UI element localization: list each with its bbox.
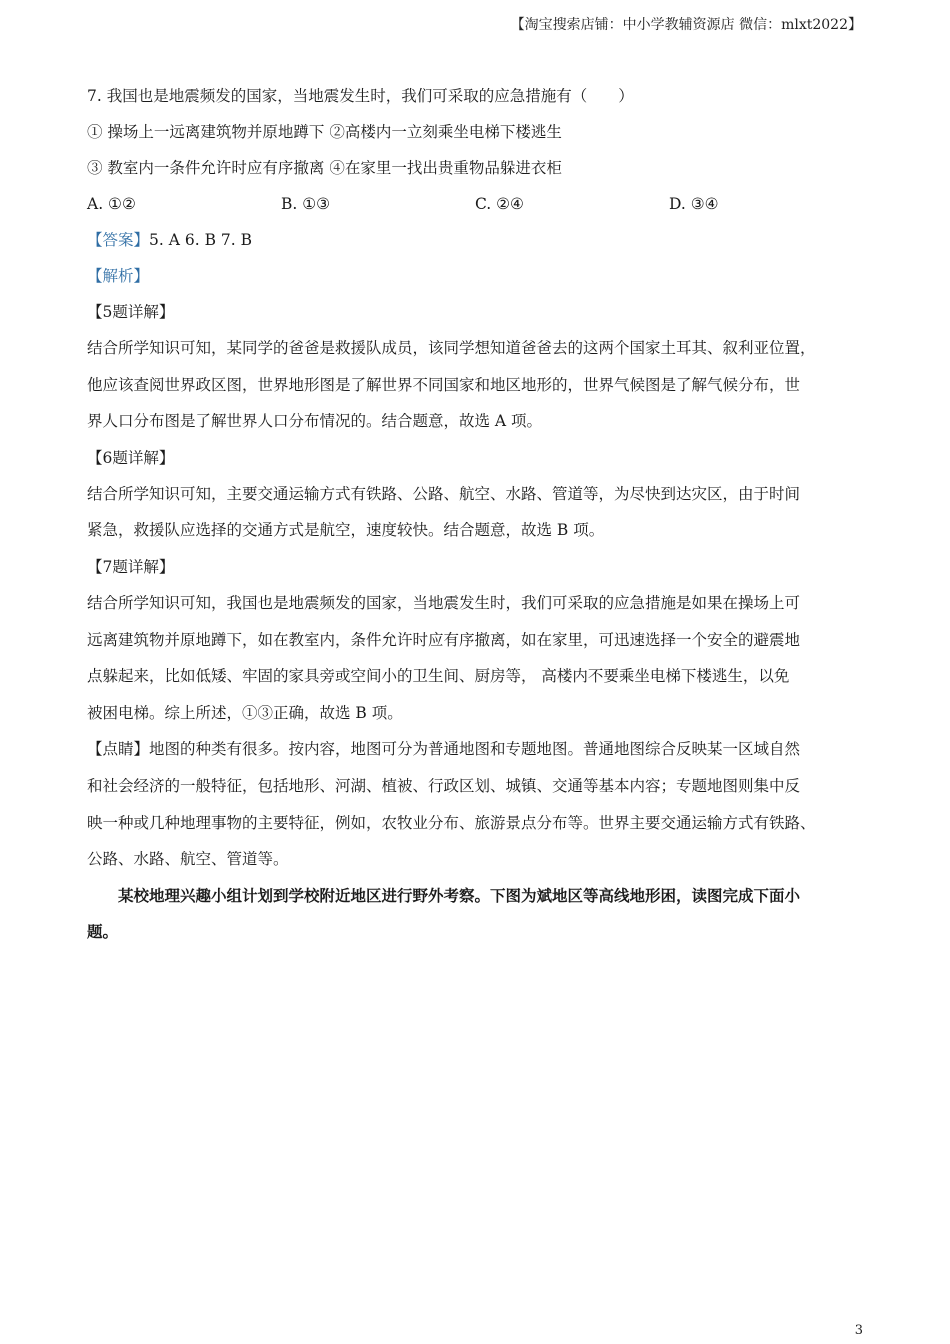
tip-line-3: 映一种或几种地理事物的主要特征，例如，农牧业分布、旅游景点分布等。世界主要交通运输方式有铁路、	[87, 813, 816, 832]
answer-label: 【答案】	[87, 231, 150, 249]
analysis-line	[87, 258, 872, 294]
q6-line-1: 结合所学知识可知，主要交通运输方式有铁路、公路、航空、水路、管道等，为尽快到达灾区，由于时间	[87, 484, 801, 503]
option-d: D. ③④	[669, 195, 719, 213]
q7-line-4: 被困电梯。综上所述，①③正确，故选 B 项。	[87, 703, 403, 722]
page-header: 【淘宝搜索店铺：中小学教辅资源店 微信：mlxt2022】	[510, 17, 862, 33]
answer-text: 5. A 6. B 7. B	[149, 231, 252, 249]
document-body	[87, 78, 872, 951]
tip-line-1	[87, 731, 872, 768]
intro-line-1: 某校地理兴趣小组计划到学校附近地区进行野外考察。下图为斌地区等高线地形困，读图完成下面小	[118, 886, 801, 905]
tip-text-1: 地图的种类有很多。按内容，地图可分为普通地图和专题地图。普通地图综合反映某一区域自然	[149, 740, 801, 759]
tip-label: 【点睛】	[87, 740, 150, 759]
question-7-options	[87, 186, 872, 222]
analysis-label: 【解析】	[87, 267, 150, 285]
option-b: B. ①③	[281, 195, 331, 213]
question-7-items-line-2: ③ 教室内一条件允许时应有序撤离 ④在家里一找出贵重物品躲进衣柜	[87, 159, 562, 177]
q5-line-1: 结合所学知识可知，某同学的爸爸是救援队成员，该同学想知道爸爸去的这两个国家土耳其、叙利亚位置，	[87, 339, 816, 357]
page-number: 3	[854, 1323, 863, 1338]
q5-line-2: 他应该查阅世界政区图，世界地形图是了解世界不同国家和地区地形的，世界气候图是了解气候分布，世	[87, 375, 801, 394]
q6-line-2: 紧急，救援队应选择的交通方式是航空，速度较快。结合题意，故选 B 项。	[87, 521, 605, 540]
question-7-items-line-1: ① 操场上一远离建筑物并原地蹲下 ②高楼内一立刻乘坐电梯下楼逃生	[87, 123, 562, 141]
q5-title: 【5题详解】	[87, 303, 175, 321]
q7-line-1: 结合所学知识可知，我国也是地震频发的国家，当地震发生时，我们可采取的应急措施是如果在操场上可	[87, 593, 801, 612]
tip-line-2: 和社会经济的一般特征，包括地形、河湖、植被、行政区划、城镇、交通等基本内容；专题地图则集中反	[87, 776, 801, 795]
q6-title: 【6题详解】	[87, 448, 175, 467]
q7-line-3: 点躲起来，比如低矮、牢固的家具旁或空间小的卫生间、厨房等， 高楼内不要乘坐电梯下楼逃生，以免	[87, 667, 790, 686]
option-a: A. ①②	[87, 195, 136, 213]
option-c: C. ②④	[475, 195, 524, 213]
question-7-stem: 7. 我国也是地震频发的国家，当地震发生时，我们可采取的应急措施有（ ）	[87, 87, 634, 105]
q7-title: 【7题详解】	[87, 557, 175, 576]
tip-line-4: 公路、水路、航空、管道等。	[87, 850, 289, 869]
q5-line-3: 界人口分布图是了解世界人口分布情况的。结合题意，故选 A 项。	[87, 412, 543, 431]
answer-line	[87, 222, 872, 258]
intro-line-2: 题。	[87, 923, 119, 942]
q7-line-2: 远离建筑物并原地蹲下，如在教室内，条件允许时应有序撤离，如在家里，可迅速选择一个安全的避震地	[87, 630, 801, 649]
